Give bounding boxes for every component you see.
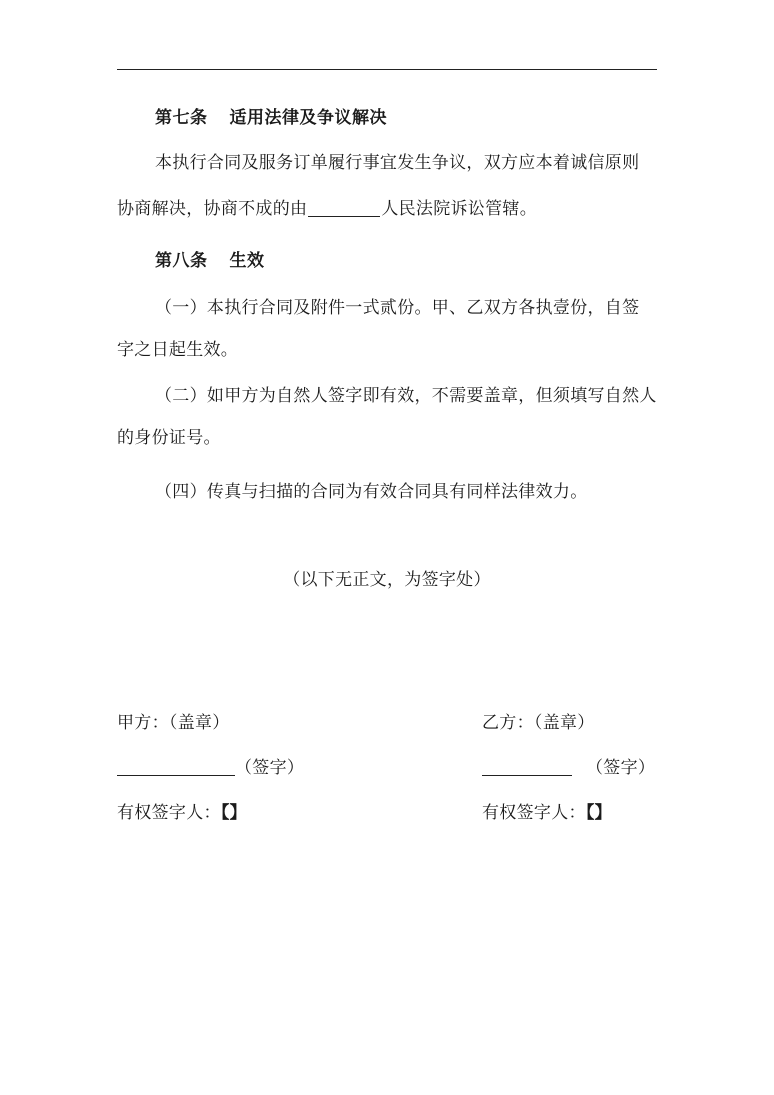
party-b-signatory-label: 有权签字人：	[482, 803, 586, 823]
party-a-sign-label: （签字）	[235, 758, 305, 778]
party-a-signatory-value: 【】	[220, 803, 247, 823]
party-a-seal-label: 甲方：（盖章）	[117, 713, 230, 733]
article7-title: 适用法律及争议解决	[229, 108, 387, 128]
article8-item2-line1: （二）如甲方为自然人签字即有效，不需要盖章，但须填写自然人	[155, 386, 657, 406]
article7-paragraph-line1: 本执行合同及服务订单履行事宜发生争议，双方应本着诚信原则	[155, 153, 640, 173]
article8-title: 生效	[229, 251, 265, 271]
article8-item2-line2: 的身份证号。	[117, 428, 221, 448]
party-b-signatory	[482, 798, 612, 823]
party-b-signature-row	[482, 753, 655, 778]
party-a-signature-row	[117, 753, 304, 778]
no-more-text-note: （以下无正文，为签字处）	[283, 570, 491, 590]
party-a-signatory	[117, 798, 247, 823]
header-rule	[117, 69, 657, 70]
party-b-signature-line	[482, 757, 572, 776]
article8-number: 第八条	[155, 251, 208, 271]
article8-item4: （四）传真与扫描的合同为有效合同具有同样法律效力。	[155, 482, 588, 502]
party-a-signature-line	[117, 757, 235, 776]
article7-heading	[155, 103, 387, 128]
article7-paragraph-line2	[117, 186, 663, 232]
article8-item1-line1: （一）本执行合同及附件一式贰份。甲、乙双方各执壹份，自签	[155, 298, 640, 318]
party-b-signatory-value: 【】	[585, 803, 612, 823]
article8-heading	[155, 246, 265, 271]
article7-number: 第七条	[155, 108, 208, 128]
article8-item1-line2: 字之日起生效。	[117, 340, 239, 360]
article7-line2-post: 人民法院诉讼管辖。	[381, 199, 538, 219]
party-a-signatory-label: 有权签字人：	[117, 803, 221, 823]
article7-line2-pre: 协商解决，协商不成的由	[117, 199, 308, 219]
party-b-seal-label: 乙方：（盖章）	[482, 713, 595, 733]
party-b-sign-label: （签字）	[586, 758, 656, 778]
court-blank	[308, 198, 380, 217]
